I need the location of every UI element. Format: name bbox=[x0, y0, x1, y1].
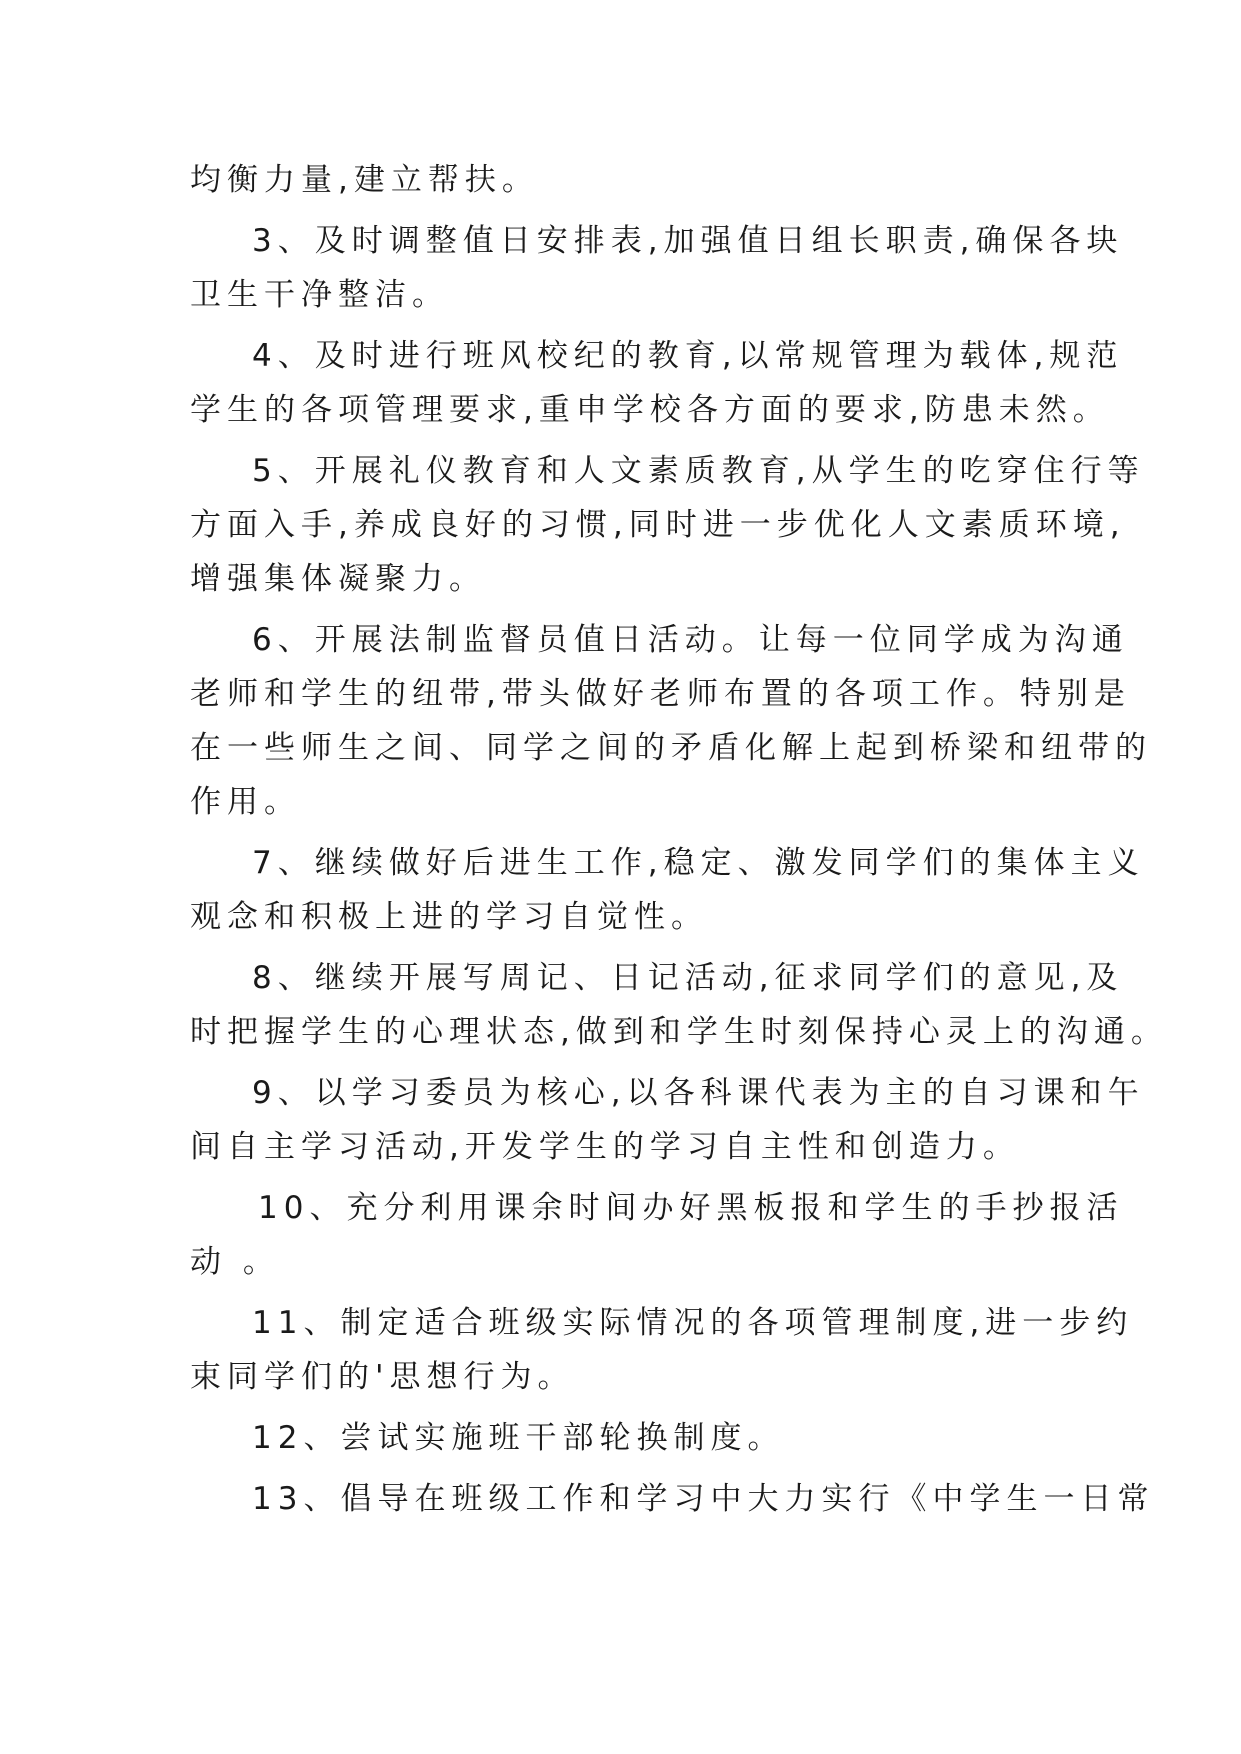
list-item-10-line-2: 动 。 bbox=[190, 1244, 280, 1280]
list-item-7-line-2: 观念和积极上进的学习自觉性。 bbox=[190, 899, 708, 935]
list-item-11-line-1: 11、制定适合班级实际情况的各项管理制度,进一步约 bbox=[252, 1305, 1134, 1341]
list-item-6-line-1: 6、开展法制监督员值日活动。让每一位同学成为沟通 bbox=[252, 622, 1129, 658]
list-item-4-line-1: 4、及时进行班风校纪的教育,以常规管理为载体,规范 bbox=[252, 338, 1124, 374]
list-item-8-line-2: 时把握学生的心理状态,做到和学生时刻保持心灵上的沟通。 bbox=[190, 1014, 1168, 1050]
list-item-12-line-1: 12、尝试实施班干部轮换制度。 bbox=[252, 1420, 785, 1456]
list-item-8-line-1: 8、继续开展写周记、日记活动,征求同学们的意见,及 bbox=[252, 960, 1124, 996]
text-line: 均衡力量,建立帮扶。 bbox=[190, 162, 539, 198]
list-item-5-line-1: 5、开展礼仪教育和人文素质教育,从学生的吃穿住行等 bbox=[252, 453, 1145, 489]
list-item-6-line-4: 作用。 bbox=[190, 784, 301, 820]
list-item-5-line-3: 增强集体凝聚力。 bbox=[190, 561, 486, 597]
list-item-9-line-2: 间自主学习活动,开发学生的学习自主性和创造力。 bbox=[190, 1129, 1020, 1165]
list-item-3-line-2: 卫生干净整洁。 bbox=[190, 277, 449, 313]
list-item-4-line-2: 学生的各项管理要求,重申学校各方面的要求,防患未然。 bbox=[190, 392, 1110, 428]
list-item-3-line-1: 3、及时调整值日安排表,加强值日组长职责,确保各块 bbox=[252, 223, 1124, 259]
list-item-5-line-2: 方面入手,养成良好的习惯,同时进一步优化人文素质环境, bbox=[190, 507, 1126, 543]
list-item-9-line-1: 9、以学习委员为核心,以各科课代表为主的自习课和午 bbox=[252, 1075, 1145, 1111]
list-item-11-line-2: 束同学们的'思想行为。 bbox=[190, 1359, 575, 1395]
list-item-7-line-1: 7、继续做好后进生工作,稳定、激发同学们的集体主义 bbox=[252, 845, 1145, 881]
list-item-6-line-2: 老师和学生的纽带,带头做好老师布置的各项工作。特别是 bbox=[190, 676, 1131, 712]
list-item-13-line-1: 13、倡导在班级工作和学习中大力实行《中学生一日常 bbox=[252, 1481, 1155, 1517]
list-item-6-line-3: 在一些师生之间、同学之间的矛盾化解上起到桥梁和纽带的 bbox=[190, 730, 1152, 766]
list-item-10-line-1: 10、充分利用课余时间办好黑板报和学生的手抄报活 bbox=[258, 1190, 1124, 1226]
